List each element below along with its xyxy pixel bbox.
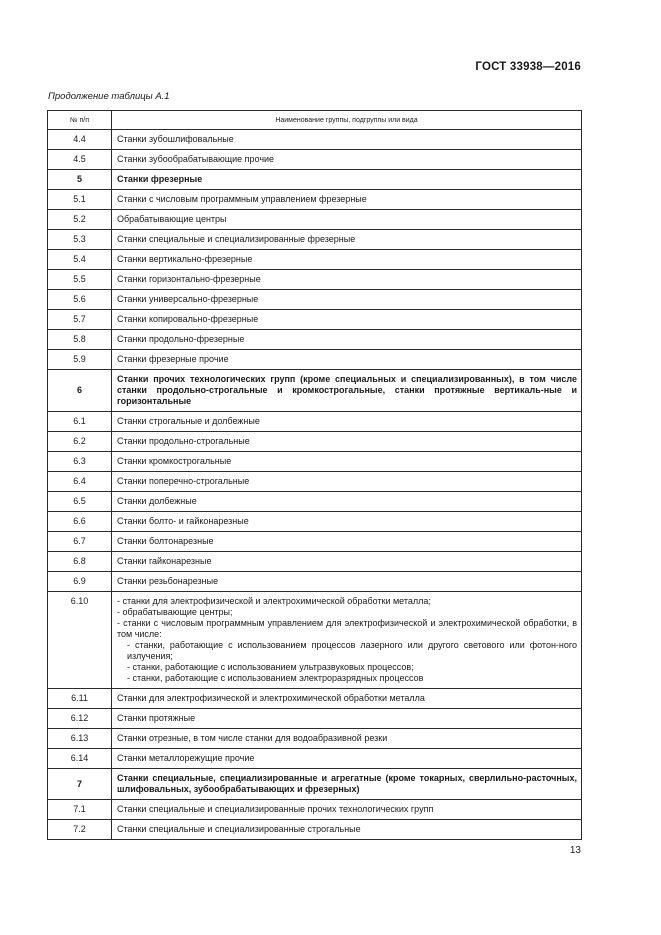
row-description: Станки горизонтально-фрезерные [112, 270, 582, 290]
row-description: Станки специальные и специализированные прочих технологических групп [112, 800, 582, 820]
row-number: 5.7 [48, 310, 112, 330]
row-description: Станки болто- и гайконарезные [112, 512, 582, 532]
table-row [48, 412, 582, 432]
row-number: 6.3 [48, 452, 112, 472]
row-description: Станки гайконарезные [112, 552, 582, 572]
description-line: - станки, работающие с использованием электроразрядных процессов [127, 673, 424, 683]
row-description: Станки зубошлифовальные [112, 130, 582, 150]
table-row [48, 769, 582, 800]
table-row [48, 689, 582, 709]
table-row [48, 532, 582, 552]
table-caption: Продолжение таблицы А.1 [48, 91, 170, 102]
row-description: Станки протяжные [112, 709, 582, 729]
description-line: - станки с числовым программным управлением для электрофизической и электрохимической обработки, в том числе: [117, 618, 577, 639]
row-number: 6.11 [48, 689, 112, 709]
row-description: Станки долбежные [112, 492, 582, 512]
row-number: 6.8 [48, 552, 112, 572]
row-number: 7.2 [48, 820, 112, 840]
column-header-number: № п/п [48, 111, 112, 130]
row-description: Станки универсально-фрезерные [112, 290, 582, 310]
table-row [48, 749, 582, 769]
table-row [48, 210, 582, 230]
row-number: 5.2 [48, 210, 112, 230]
row-description: Станки прочих технологических групп (кроме специальных и специализированных), в том числе станки продольно-строгальные и кромкострогальные, станки протяжные вертикаль-ные и горизонтальные [112, 370, 582, 412]
row-number: 6.6 [48, 512, 112, 532]
table-row [48, 350, 582, 370]
row-number: 6.13 [48, 729, 112, 749]
row-description: Станки фрезерные [112, 170, 582, 190]
row-number: 4.5 [48, 150, 112, 170]
row-description: Станки специальные, специализированные и агрегатные (кроме токарных, сверлильно-расточных, шлифовальных, зубообрабатывающих и фрезерных) [112, 769, 582, 800]
row-description: Станки кромкострогальные [112, 452, 582, 472]
row-description: Станки строгальные и долбежные [112, 412, 582, 432]
table-row [48, 709, 582, 729]
table-row [48, 800, 582, 820]
table-row [48, 432, 582, 452]
table-row [48, 572, 582, 592]
document-code: ГОСТ 33938—2016 [475, 61, 581, 73]
table-row [48, 452, 582, 472]
row-description: Станки продольно-фрезерные [112, 330, 582, 350]
row-description: Станки копировально-фрезерные [112, 310, 582, 330]
classification-table [47, 110, 582, 840]
table-row [48, 552, 582, 572]
table-header-row [48, 111, 582, 130]
row-description [112, 592, 582, 689]
page-number: 13 [569, 845, 581, 856]
row-description: Станки фрезерные прочие [112, 350, 582, 370]
row-number: 6.14 [48, 749, 112, 769]
table-row [48, 270, 582, 290]
table-row [48, 150, 582, 170]
row-number: 5.3 [48, 230, 112, 250]
table-row [48, 472, 582, 492]
table-row [48, 230, 582, 250]
row-description: Обрабатывающие центры [112, 210, 582, 230]
row-number: 5.5 [48, 270, 112, 290]
table-row [48, 310, 582, 330]
row-number: 6.7 [48, 532, 112, 552]
row-description: Станки болтонарезные [112, 532, 582, 552]
table-row [48, 330, 582, 350]
row-number: 6.1 [48, 412, 112, 432]
row-description: Станки вертикально-фрезерные [112, 250, 582, 270]
row-number: 5.6 [48, 290, 112, 310]
column-header-name: Наименование группы, подгруппы или вида [112, 111, 582, 130]
row-number: 6.5 [48, 492, 112, 512]
description-line: - станки, работающие с использованием процессов лазерного или другого светового или фотон-ного излучения; [127, 640, 577, 661]
row-number: 6.10 [48, 592, 112, 689]
table-row [48, 130, 582, 150]
row-number: 6.9 [48, 572, 112, 592]
row-description: Станки специальные и специализированные фрезерные [112, 230, 582, 250]
row-description: Станки с числовым программным управлением фрезерные [112, 190, 582, 210]
table-row [48, 592, 582, 689]
description-line: - станки, работающие с использованием ультразвуковых процессов; [127, 662, 414, 672]
table-row [48, 820, 582, 840]
row-number: 5.4 [48, 250, 112, 270]
row-description: Станки отрезные, в том числе станки для водоабразивной резки [112, 729, 582, 749]
row-number: 5.9 [48, 350, 112, 370]
row-description: Станки металлорежущие прочие [112, 749, 582, 769]
table-row [48, 370, 582, 412]
table-row [48, 492, 582, 512]
description-line: - станки для электрофизической и электрохимической обработки металла; [117, 596, 431, 606]
row-description: Станки специальные и специализированные строгальные [112, 820, 582, 840]
row-number: 5.8 [48, 330, 112, 350]
description-line: - обрабатывающие центры; [117, 607, 233, 617]
row-description: Станки поперечно-строгальные [112, 472, 582, 492]
row-description: Станки резьбонарезные [112, 572, 582, 592]
table-row [48, 729, 582, 749]
row-number: 6.4 [48, 472, 112, 492]
row-number: 6 [48, 370, 112, 412]
row-description: Станки продольно-строгальные [112, 432, 582, 452]
row-number: 7.1 [48, 800, 112, 820]
row-number: 6.12 [48, 709, 112, 729]
row-number: 5.1 [48, 190, 112, 210]
table-row [48, 250, 582, 270]
table-row [48, 290, 582, 310]
row-number: 5 [48, 170, 112, 190]
row-number: 6.2 [48, 432, 112, 452]
row-number: 4.4 [48, 130, 112, 150]
row-description: Станки для электрофизической и электрохимической обработки металла [112, 689, 582, 709]
table-row [48, 190, 582, 210]
row-description: Станки зубообрабатывающие прочие [112, 150, 582, 170]
row-number: 7 [48, 769, 112, 800]
table-row [48, 512, 582, 532]
table-row [48, 170, 582, 190]
